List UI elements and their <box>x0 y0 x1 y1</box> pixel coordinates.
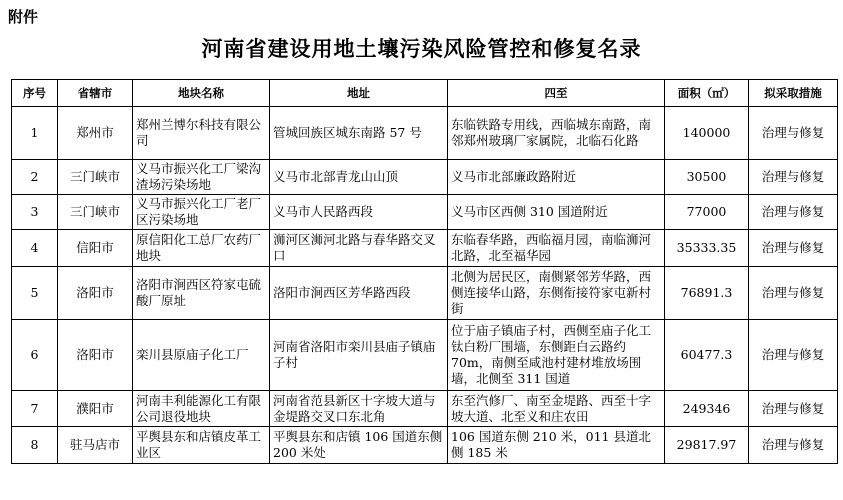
cell-name: 义马市振兴化工厂梁沟渣场污染场地 <box>133 160 270 195</box>
cell-name: 义马市振兴化工厂老厂区污染场地 <box>133 195 270 230</box>
cell-name: 栾川县原庙子化工厂 <box>133 320 270 391</box>
cell-area: 249346 <box>665 391 749 427</box>
cell-name: 平舆县东和店镇皮革工业区 <box>133 427 270 464</box>
cell-area: 77000 <box>665 195 749 230</box>
cell-measure: 治理与修复 <box>749 391 838 427</box>
cell-no: 2 <box>12 160 58 195</box>
header-name: 地块名称 <box>133 80 270 107</box>
header-no: 序号 <box>12 80 58 107</box>
header-address: 地址 <box>270 80 448 107</box>
cell-address: 河南省洛阳市栾川县庙子镇庙子村 <box>270 320 448 391</box>
cell-address: 义马市人民路西段 <box>270 195 448 230</box>
cell-address: 平舆县东和店镇 106 国道东侧 200 米处 <box>270 427 448 464</box>
cell-measure: 治理与修复 <box>749 267 838 320</box>
cell-bounds: 东临铁路专用线，西临城东南路，南邻郑州玻璃厂家属院，北临石化路 <box>448 107 665 160</box>
cell-measure: 治理与修复 <box>749 160 838 195</box>
cell-no: 3 <box>12 195 58 230</box>
cell-area: 60477.3 <box>665 320 749 391</box>
header-measure: 拟采取措施 <box>749 80 838 107</box>
header-city: 省辖市 <box>58 80 133 107</box>
cell-bounds: 北侧为居民区，南侧紧邻芳华路，西侧连接华山路，东侧衔接符家屯新村街 <box>448 267 665 320</box>
cell-measure: 治理与修复 <box>749 230 838 267</box>
header-area: 面积（㎡） <box>665 80 749 107</box>
cell-bounds: 义马市区西侧 310 国道附近 <box>448 195 665 230</box>
table-row <box>12 427 838 464</box>
cell-name: 原信阳化工总厂农药厂地块 <box>133 230 270 267</box>
table-row <box>12 391 838 427</box>
cell-bounds: 东至汽修厂、南至金堤路、西至十字坡大道、北至义和庄农田 <box>448 391 665 427</box>
cell-address: 洛阳市涧西区芳华路西段 <box>270 267 448 320</box>
cell-city: 郑州市 <box>58 107 133 160</box>
cell-city: 洛阳市 <box>58 267 133 320</box>
page-title: 河南省建设用地土壤污染风险管控和修复名录 <box>201 37 642 61</box>
cell-measure: 治理与修复 <box>749 427 838 464</box>
table-header-row <box>12 80 838 107</box>
cell-measure: 治理与修复 <box>749 195 838 230</box>
cell-address: 浉河区浉河北路与春华路交叉口 <box>270 230 448 267</box>
cell-no: 7 <box>12 391 58 427</box>
cell-bounds: 位于庙子镇庙子村，西侧至庙子化工钛白粉厂围墙，东侧距白云路约 70m，南侧至咸池村建材堆放场围墙，北侧至 311 国道 <box>448 320 665 391</box>
attachment-label: 附件 <box>8 8 39 26</box>
cell-no: 6 <box>12 320 58 391</box>
table-row <box>12 230 838 267</box>
cell-address: 管城回族区城东南路 57 号 <box>270 107 448 160</box>
cell-city: 驻马店市 <box>58 427 133 464</box>
cell-name: 河南丰利能源化工有限公司退役地块 <box>133 391 270 427</box>
table-row <box>12 267 838 320</box>
cell-bounds: 106 国道东侧 210 米，011 县道北侧 185 米 <box>448 427 665 464</box>
cell-area: 29817.97 <box>665 427 749 464</box>
table-row <box>12 107 838 160</box>
cell-city: 洛阳市 <box>58 320 133 391</box>
remediation-list-table <box>11 79 838 464</box>
table-row <box>12 160 838 195</box>
table-row <box>12 195 838 230</box>
cell-name: 郑州兰博尔科技有限公司 <box>133 107 270 160</box>
cell-area: 76891.3 <box>665 267 749 320</box>
cell-city: 濮阳市 <box>58 391 133 427</box>
cell-city: 三门峡市 <box>58 160 133 195</box>
table-row <box>12 320 838 391</box>
cell-city: 三门峡市 <box>58 195 133 230</box>
cell-no: 8 <box>12 427 58 464</box>
header-bounds: 四至 <box>448 80 665 107</box>
cell-measure: 治理与修复 <box>749 107 838 160</box>
cell-bounds: 东临春华路，西临福月园，南临浉河北路，北至福华园 <box>448 230 665 267</box>
cell-no: 5 <box>12 267 58 320</box>
cell-address: 河南省范县新区十字坡大道与金堤路交叉口东北角 <box>270 391 448 427</box>
cell-no: 4 <box>12 230 58 267</box>
cell-bounds: 义马市北部廉政路附近 <box>448 160 665 195</box>
cell-measure: 治理与修复 <box>749 320 838 391</box>
cell-city: 信阳市 <box>58 230 133 267</box>
cell-name: 洛阳市涧西区符家屯硫酸厂原址 <box>133 267 270 320</box>
cell-no: 1 <box>12 107 58 160</box>
cell-area: 30500 <box>665 160 749 195</box>
cell-address: 义马市北部青龙山山顶 <box>270 160 448 195</box>
cell-area: 35333.35 <box>665 230 749 267</box>
cell-area: 140000 <box>665 107 749 160</box>
